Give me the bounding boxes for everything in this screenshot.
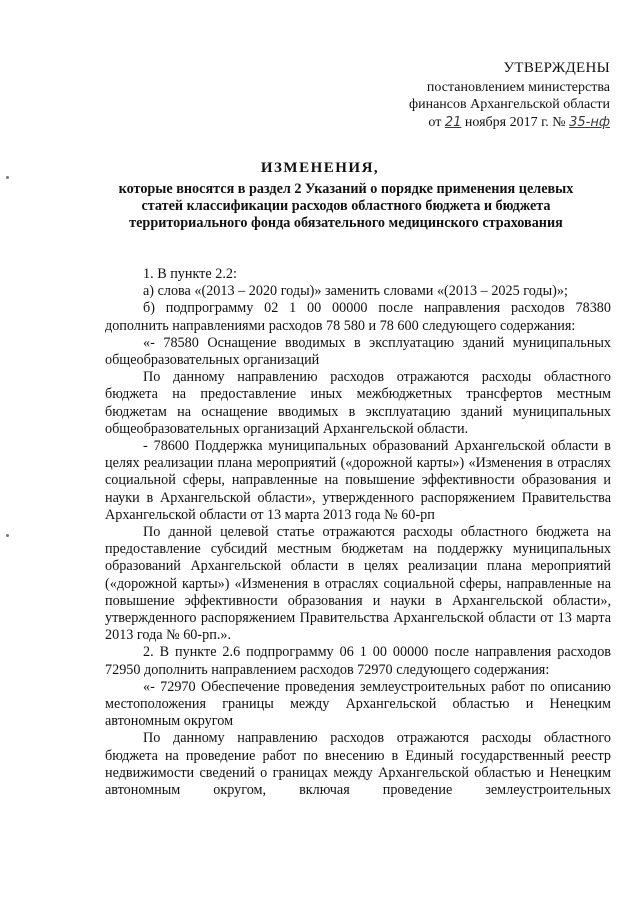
paragraph-3: б) подпрограмму 02 1 00 00000 после направления расходов 78380 дополнить направлениями расходов 78 580 и 78 600 следующего содержания: bbox=[105, 300, 611, 334]
approval-date-rest: ноября 2017 г. № bbox=[464, 114, 566, 130]
paragraph-5: По данному направлению расходов отражаются расходы областного бюджета на предоставление иных межбюджетных трансфертов местным бюджетам на оснащение вводимых в эксплуатацию зданий муниципальных общеобразовательных организаций Архангельской области. bbox=[105, 369, 611, 437]
paragraph-4: «- 78580 Оснащение вводимых в эксплуатацию зданий муниципальных общеобразовательных организаций bbox=[105, 334, 611, 369]
approval-line-2: финансов Архангельской области bbox=[409, 97, 610, 112]
paragraph-7: По данной целевой статье отражаются расходы областного бюджета на предоставление субсидий местным бюджетам на поддержку муниципальных образований Архангельской области в целях реализации плана мероприятий («дорожной карты») «Изменения в отраслях социальной сферы, направленные на повышение эффективности образования и науки в Архангельской области», утвержденного распоряжением Правительства Архангельской области от 13 марта 2013 года № 60-рп.». bbox=[105, 524, 611, 644]
approval-date-prefix: от bbox=[428, 114, 442, 130]
document-body bbox=[105, 266, 611, 799]
paragraph-1: 1. В пункте 2.2: bbox=[143, 266, 237, 282]
paragraph-2: а) слова «(2013 – 2020 годы)» заменить словами «(2013 – 2025 годы)»; bbox=[143, 283, 568, 300]
approval-heading: УТВЕРЖДЕНЫ bbox=[503, 60, 610, 76]
paragraph-9: «- 72970 Обеспечение проведения землеустроительных работ по описанию местоположения границы между Архангельской областью и Ненецким автономным округом bbox=[105, 678, 611, 730]
scan-speck bbox=[6, 534, 9, 537]
approval-date-line bbox=[385, 114, 610, 132]
paragraph-10: По данному направлению расходов отражаются расходы областного бюджета на проведение работ по внесению в Единый государственный реестр недвижимости сведений о границах между Архангельской областью и Ненецким автономным округом, включая проведение землеустроительных bbox=[105, 730, 611, 799]
approval-date-day: 21 bbox=[444, 114, 462, 130]
document-title: ИЗМЕНЕНИЯ, bbox=[260, 160, 380, 176]
paragraph-6: - 78600 Поддержка муниципальных образований Архангельской области в целях реализации плана мероприятий («дорожной карты») «Изменения в отраслях социальной сферы, направленные на повышение эффективности образования и науки в Архангельской области», утвержденного распоряжением Правительства Архангельской области от 13 марта 2013 года № 60-рп bbox=[105, 438, 611, 523]
approval-stamp bbox=[385, 60, 610, 131]
paragraph-8: 2. В пункте 2.6 подпрограмму 06 1 00 00000 после направления расходов 72950 дополнить направлением расходов 72970 следующего содержания: bbox=[105, 644, 611, 678]
approval-line-1: постановлением министерства bbox=[426, 79, 610, 95]
approval-number: 35-нф bbox=[569, 114, 610, 130]
scan-speck bbox=[6, 176, 9, 179]
document-subtitle: которые вносятся в раздел 2 Указаний о порядке применения целевых статей классификации расходов областного бюджета и бюджета территориального фонда обязательного медицинского страхования bbox=[118, 181, 574, 232]
